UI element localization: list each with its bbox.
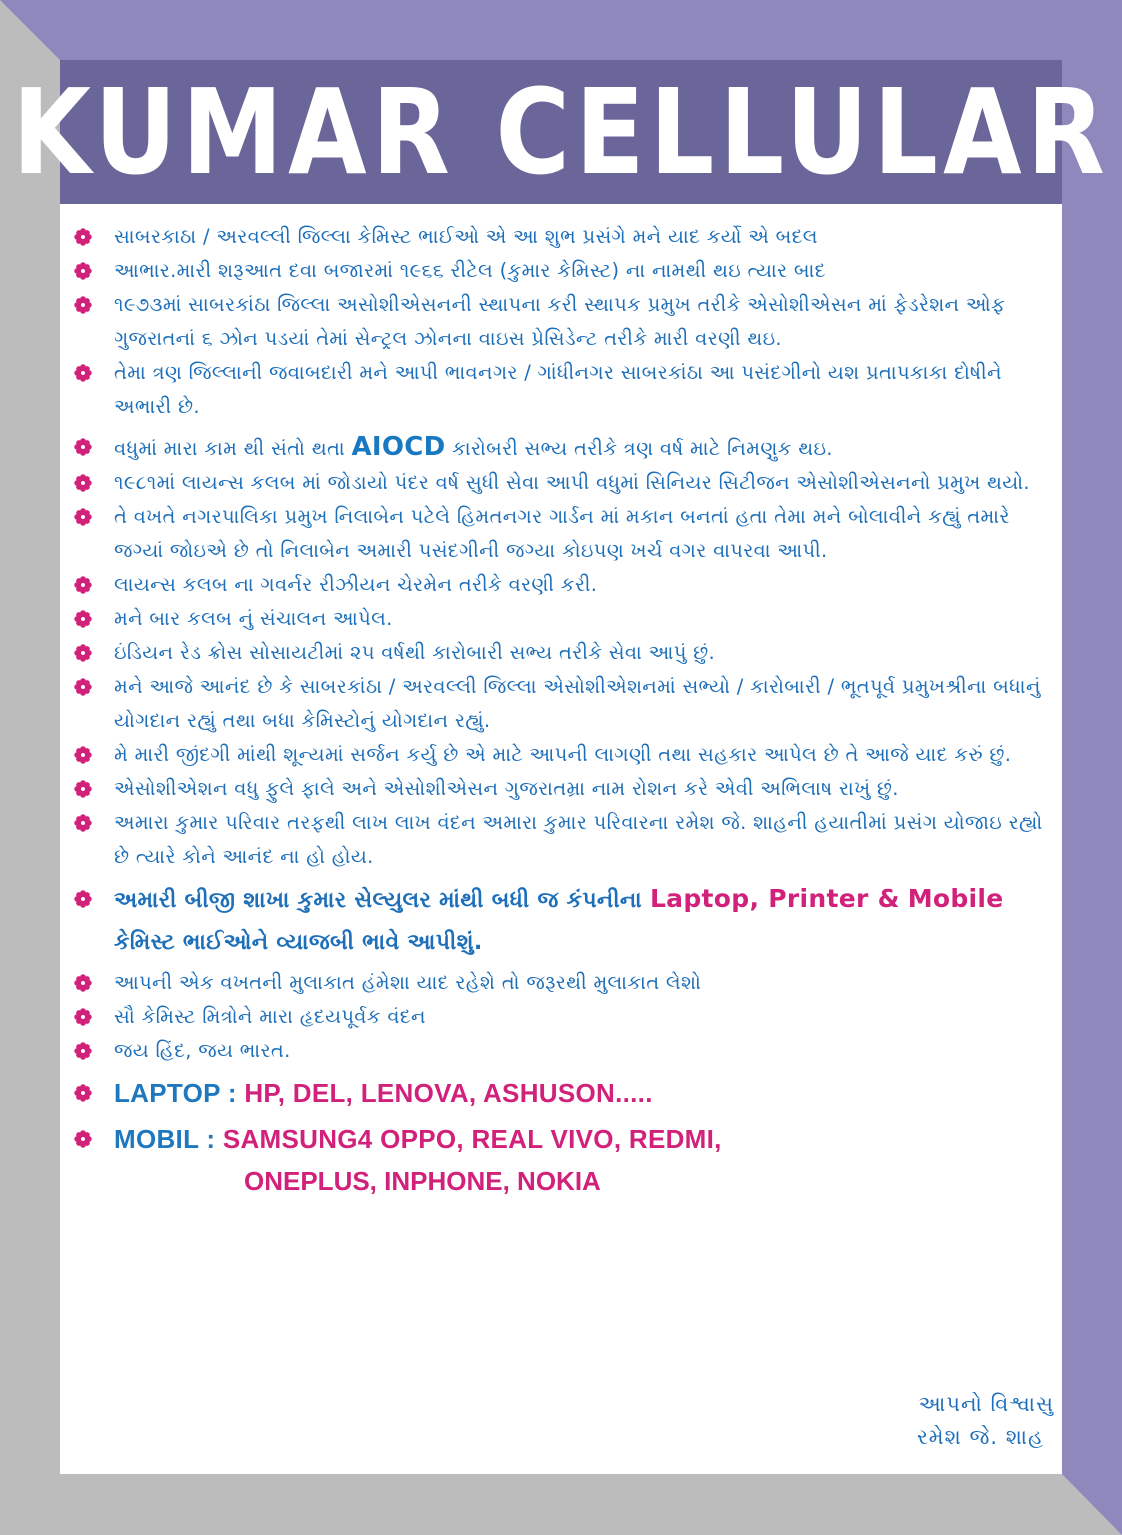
flower-bullet-icon — [74, 474, 92, 492]
flower-bullet-icon — [74, 644, 92, 662]
content-card — [12, 60, 1110, 1474]
laptop-values: HP, DEL, LENOVA, ASHUSON..... — [244, 1078, 653, 1108]
item-text: એસોશીએશન વધુ ફુલે ફાલે અને એસોશીએસન ગુજરાતમ્રા નામ રોશન કરે એવી અભિલાષ રાખું છું. — [114, 777, 899, 800]
flower-bullet-icon — [74, 262, 92, 280]
flower-bullet-icon — [74, 438, 92, 456]
list-item — [74, 806, 1054, 874]
signature-line1: આપનો વિશ્વાસુ — [918, 1392, 1054, 1416]
flower-bullet-icon — [74, 364, 92, 382]
flower-bullet-icon — [74, 974, 92, 992]
bullet-list — [74, 220, 1054, 1202]
list-item — [74, 288, 1054, 356]
flower-bullet-icon — [74, 678, 92, 696]
list-item — [74, 568, 1054, 602]
flower-bullet-icon — [74, 1084, 92, 1102]
item-text: ૧૯૮૧માં લાયન્સ કલબ માં જોડાયો પંદર વર્ષ સુધી સેવા આપી વધુમાં સિનિયર સિટીજન એસોશીએસનનો પ્રમુખ થયો. — [114, 471, 1030, 494]
item-text: આભાર.મારી શરૂઆત દવા બજારમાં ૧૯૬૬ રીટેલ (કુમાર કેમિસ્ટ) ના નામથી થઇ ત્યાર બાદ — [114, 259, 826, 282]
item-text: ઇંડિયન રેડ ક્રોસ સોસાયટીમાં ૨૫ વર્ષથી કારોબારી સભ્ય તરીકે સેવા આપું છું. — [114, 641, 716, 664]
flower-bullet-icon — [74, 746, 92, 764]
flower-bullet-icon — [74, 814, 92, 832]
item-text: અમારી બીજી શાખા કુમાર સેલ્યુલર માંથી બધી જ કંપનીના — [114, 888, 650, 913]
mobile-values-continued: ONEPLUS, INPHONE, NOKIA — [244, 1166, 601, 1196]
list-item — [74, 738, 1054, 772]
aiocd-highlight: AIOCD — [351, 432, 446, 462]
laptop-label: LAPTOP : — [114, 1078, 245, 1108]
item-text: સૌ કેમિસ્ટ મિત્રોને મારા હૃદયપૂર્વક વંદન — [114, 1005, 426, 1028]
flower-bullet-icon — [74, 1130, 92, 1148]
page-title: KUMAR CELLULAR — [12, 63, 1110, 201]
flower-bullet-icon — [74, 576, 92, 594]
list-item — [74, 966, 1054, 1000]
signature-name: રમેશ જે. શાહ — [916, 1425, 1044, 1449]
flower-bullet-icon — [74, 228, 92, 246]
list-item — [74, 500, 1054, 568]
signature — [917, 1388, 1054, 1454]
item-text: મને બાર કલબ નું સંચાલન આપેલ. — [114, 607, 393, 630]
title-banner — [12, 60, 1110, 204]
list-item — [74, 254, 1054, 288]
flower-bullet-icon — [74, 780, 92, 798]
flower-bullet-icon — [74, 890, 92, 908]
list-item — [74, 878, 1054, 964]
products-highlight: Laptop, Printer & — [649, 884, 900, 913]
flower-bullet-icon — [74, 508, 92, 526]
item-text: મને આજે આનંદ છે કે સાબરકાંઠા / અરવલ્લી જિલ્લા એસોશીએશનમાં સભ્યો / કારોબારી / ભૂતપૂર્વ પ્રમુખશ્રીના બધાનું યોગદાન રહ્યું તથા બધા કેમિસ્ટોનું યોગદાન રહ્યું. — [114, 675, 1041, 732]
list-item — [74, 670, 1054, 738]
item-text: વધુમાં મારા કામ થી સંતો થતા — [114, 437, 352, 460]
mobile-values: SAMSUNG4 OPPO, REAL VIVO, REDMI, — [222, 1124, 722, 1154]
item-text: અમારા કુમાર પરિવાર તરફથી લાખ લાખ વંદન અમારા કુમાર પરિવારના રમેશ જે. શાહની હયાતીમાં પ્રસંગ યોજાઇ રહ્યો છે ત્યારે કોને આનંદ ના હો હોય. — [114, 811, 1043, 868]
item-text: આપની એક વખતની મુલાકાત હંમેશા યાદ રહેશે તો જરૂરથી મુલાકાત લેશો — [114, 971, 702, 994]
list-item — [74, 772, 1054, 806]
list-item — [74, 466, 1054, 500]
mobile-brands — [74, 1118, 1054, 1160]
products-highlight: Mobile — [907, 884, 1004, 913]
list-item — [74, 1034, 1054, 1068]
item-text: તે વખતે નગરપાલિકા પ્રમુખ નિલાબેન પટેલે હિમતનગર ગાર્ડન માં મકાન બનતાં હતા તેમા મને બોલાવીને કહ્યું તમારે જગ્યાં જોઇએ છે તો નિલાબેન અમારી પસંદગીની જગ્યા કોઇપણ ખર્ચ વગર વાપરવા આપી. — [114, 505, 1010, 562]
list-item — [74, 602, 1054, 636]
mobile-label: MOBIL : — [114, 1124, 223, 1154]
item-text: કારોબરી સભ્ય તરીકે ત્રણ વર્ષ માટે નિમણુક થઇ. — [445, 437, 833, 460]
list-item — [74, 636, 1054, 670]
item-text: જય હિંદ, જય ભારત. — [114, 1039, 291, 1062]
item-text: તેમા ત્રણ જિલ્લાની જવાબદારી મને આપી ભાવનગર / ગાંધીનગર સાબરકાંઠા આ પસંદગીનો યશ પ્રતાપકાકા દોષીને અભારી છે. — [114, 361, 1002, 418]
list-item — [74, 220, 1054, 254]
flower-bullet-icon — [74, 1008, 92, 1026]
list-item — [74, 1000, 1054, 1034]
flower-bullet-icon — [74, 296, 92, 314]
item-text: મે મારી જીંદગી માંથી શૂન્યમાં સર્જન કર્યુ છે એ માટે આપની લાગણી તથા સહકાર આપેલ છે તે આજે યાદ કરું છું. — [114, 743, 1012, 766]
item-text: સાબરકાઠા / અરવલ્લી જિલ્લા કેમિસ્ટ ભાઈઓ એ આ શુભ પ્રસંગે મને યાદ કર્યો એ બદલ — [114, 225, 818, 248]
flower-bullet-icon — [74, 1042, 92, 1060]
item-text: ૧૯૭૩માં સાબરકાંઠા જિલ્લા અસોશીએસનની સ્થાપના કરી સ્થાપક પ્રમુખ તરીકે એસોશીએસન માં ફેડરેશન ઓફ ગુજરાતનાં ૬ ઝોન પડયાં તેમાં સેન્ટ્રલ ઝોનના વાઇસ પ્રેસિડેન્ટ તરીકે મારી વરણી થઇ. — [114, 293, 1006, 350]
list-item — [74, 430, 1054, 466]
laptop-brands — [74, 1072, 1054, 1114]
flower-bullet-icon — [74, 610, 92, 628]
item-text: લાયન્સ કલબ ના ગવર્નર રીઝીયન ચેરમેન તરીકે વરણી કરી. — [114, 573, 598, 596]
list-item — [74, 356, 1054, 424]
item-text: કેમિસ્ટ ભાઈઓને વ્યાજબી ભાવે આપીશું. — [114, 930, 483, 955]
